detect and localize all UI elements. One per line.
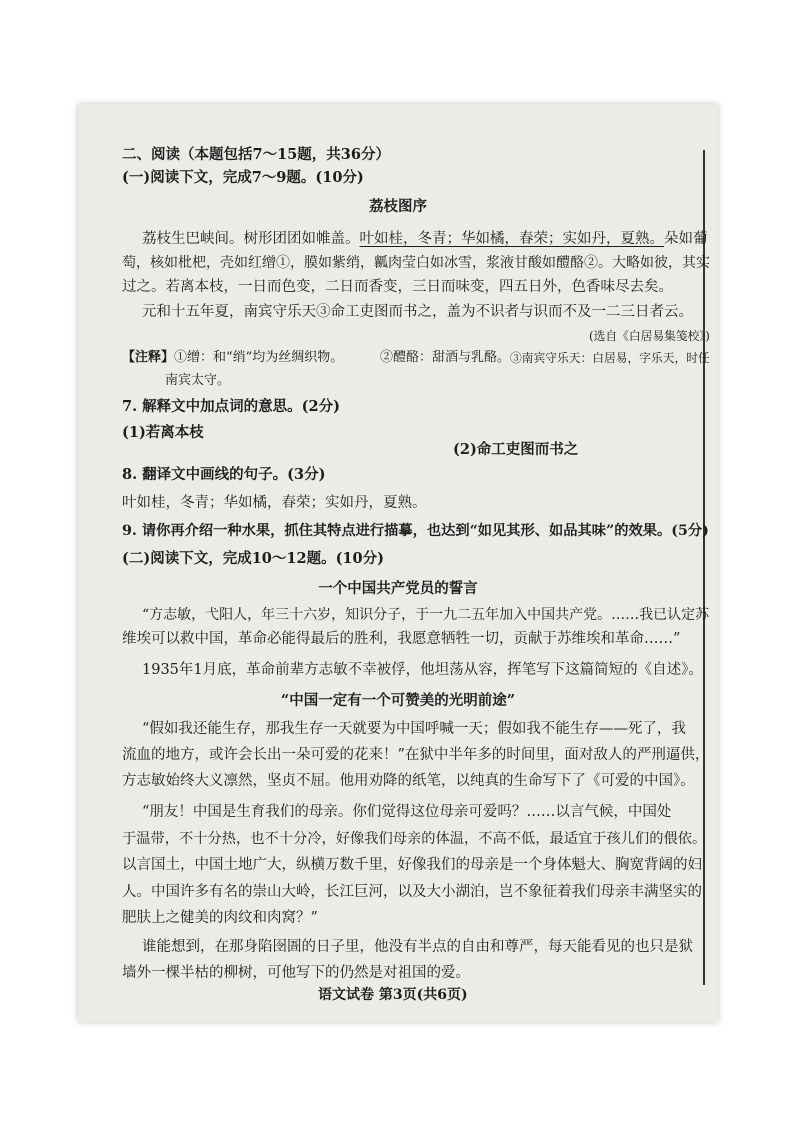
question-7-item1: (1)若离本枝 bbox=[122, 424, 204, 441]
part1-heading: (一)阅读下文，完成7～9题。(10分) bbox=[122, 169, 364, 186]
passage2-subtitle: “中国一定有一个可赞美的光明前途” bbox=[280, 692, 516, 709]
question-7-item2: (2)命工吏图而书之 bbox=[453, 441, 579, 458]
notes-line1: 【注释】①缯：和“绡”均为丝绸织物。 bbox=[122, 350, 344, 365]
passage2-p4-line4: 人。中国许多有名的崇山大岭，长江巨河，以及大小湖泊，岂不象征着我们母亲丰满坚实的 bbox=[122, 884, 702, 900]
note-2: ②醴酪：甜酒与乳酪。 bbox=[380, 350, 511, 365]
passage1-source: (选自《白居易集笺校》) bbox=[589, 329, 710, 343]
part2-heading: (二)阅读下文，完成10～12题。(10分) bbox=[122, 550, 384, 567]
question-8: 8. 翻译文中画线的句子。(3分) bbox=[122, 466, 326, 483]
passage2-p3-line1: “假如我还能生存，那我生存一天就要为中国呼喊一天；假如我不能生存——死了，我 bbox=[142, 721, 686, 737]
passage1-line3: 过之。若离本枝，一日而色变，二日而香变，三日而味变，四五日外，色香味尽去矣。 bbox=[122, 279, 673, 295]
passage2-p5-line2: 墙外一棵半枯的柳树，可他写下的仍然是对祖国的爱。 bbox=[122, 965, 470, 981]
passage1-para2: 元和十五年夏，南宾守乐天③命工吏图而书之，盖为不识者与识而不及一二三日者云。 bbox=[142, 304, 693, 320]
passage2-p1-line2: 维埃可以救中国，革命必能得最后的胜利，我愿意牺牲一切，贡献于苏维埃和革命……” bbox=[122, 631, 681, 647]
passage2-p3-line2: 流血的地方，或许会长出一朵可爱的花来！”在狱中半年多的时间里，面对敌人的严刑逼供， bbox=[122, 747, 710, 763]
passage2-p3-line3: 方志敏始终大义凛然，坚贞不屈。他用劝降的纸笔，以纯真的生命写下了《可爱的中国》。 bbox=[122, 773, 695, 789]
question-7: 7. 解释文中加点词的意思。(2分) bbox=[122, 398, 340, 415]
page-border-line bbox=[703, 150, 705, 985]
passage2-p4-line1: “朋友！中国是生育我们的母亲。你们觉得这位母亲可爱吗？……以言气候，中国处 bbox=[142, 804, 672, 820]
passage2-p4-line3: 以言国土，中国土地广大，纵横万数千里，好像我们的母亲是一个身体魁大、胸宽背阔的妇 bbox=[122, 857, 702, 873]
passage1-line2: 萄，核如枇杷，壳如红缯①，膜如紫绡，瓤肉莹白如冰雪，浆液甘酸如醴酪②。大略如彼，其实 bbox=[122, 255, 710, 271]
section-heading: 二、阅读（本题包括7～15题，共36分） bbox=[122, 146, 390, 163]
passage2-p1-line1: “方志敏，弋阳人，年三十六岁，知识分子，于一九二五年加入中国共产党。……我已认定苏 bbox=[142, 607, 710, 623]
passage2-p4-line2: 于温带，不十分热，也不十分冷，好像我们母亲的体温，不高不低，最适宜于孩儿们的偎依。 bbox=[122, 831, 707, 847]
question-9: 9. 请你再介绍一种水果，抓住其特点进行描摹，也达到“如见其形、如品其味”的效果。(5分) bbox=[122, 523, 709, 539]
passage2-p5-line1: 谁能想到，在那身陷囹圄的日子里，他没有半点的自由和尊严，每天能看见的也只是狱 bbox=[142, 939, 693, 955]
part2-title: 一个中国共产党员的誓言 bbox=[318, 580, 478, 597]
page-footer: 语文试卷 第3页(共6页) bbox=[318, 987, 468, 1003]
underlined-sentence: 叶如桂，冬青；华如橘，春荣；实如丹，夏熟。 bbox=[359, 231, 664, 247]
question-8-sentence: 叶如桂，冬青；华如橘，春荣；实如丹，夏熟。 bbox=[122, 495, 427, 511]
passage2-p4-line5: 肥肤上之健美的肉纹和肉窝？” bbox=[122, 910, 318, 926]
note-3: ③南宾守乐天：白居易，字乐天，时任 bbox=[510, 351, 710, 365]
passage1-line1: 荔枝生巴峡间。树形团团如帷盖。叶如桂，冬青；华如橘，春荣；实如丹，夏熟。朵如葡 bbox=[142, 231, 708, 247]
part1-title: 荔枝图序 bbox=[369, 198, 427, 215]
passage2-p2: 1935年1月底，革命前辈方志敏不幸被俘，他坦荡从容，挥笔写下这篇简短的《自述》。 bbox=[142, 662, 703, 678]
note-3-continued: 南宾太守。 bbox=[165, 373, 231, 388]
